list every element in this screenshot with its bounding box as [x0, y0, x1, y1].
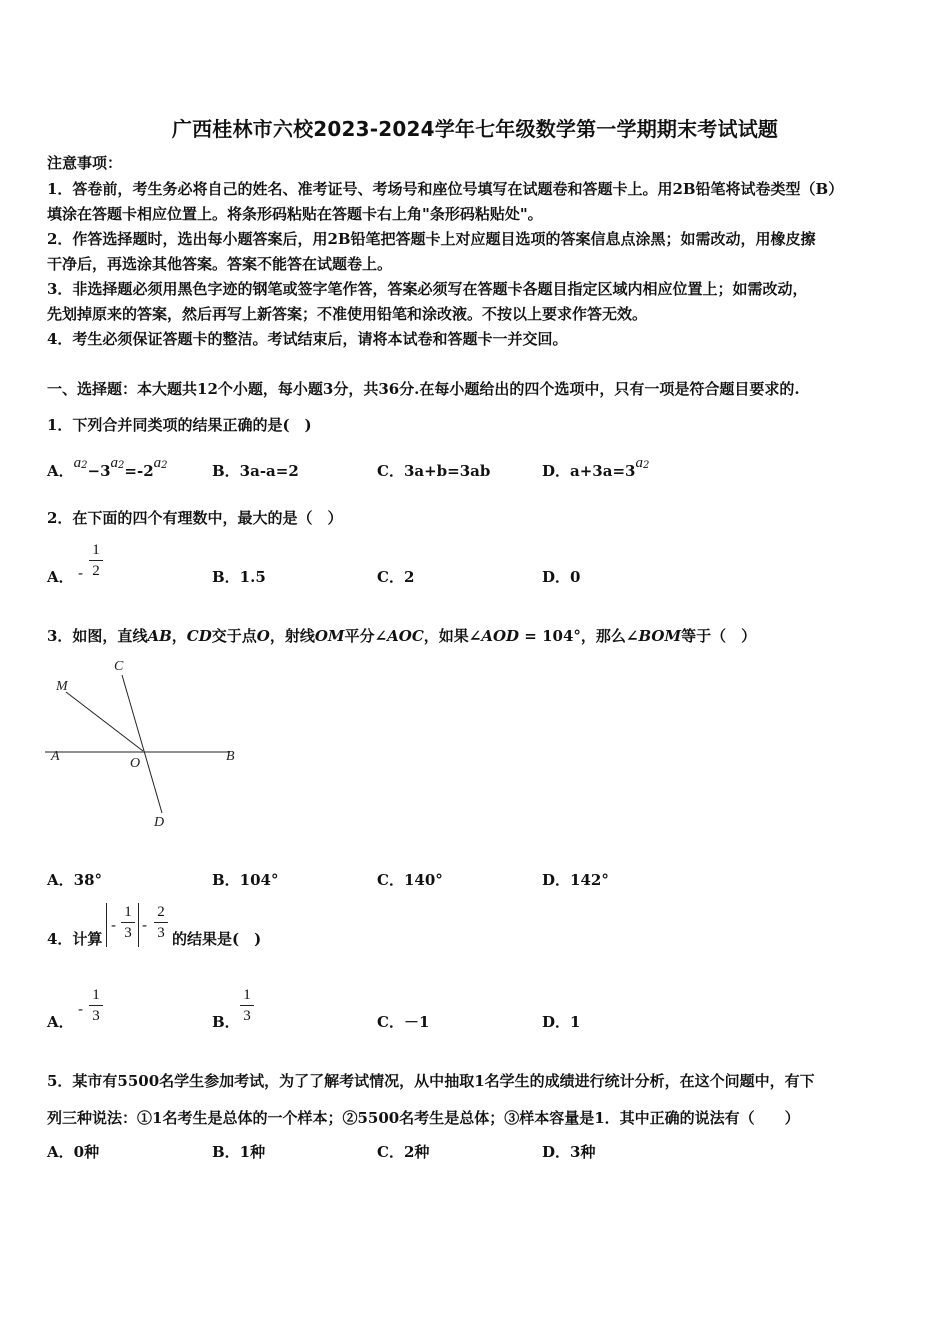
q2-a-denominator: 2 [92, 563, 100, 579]
q2-a-numerator: 1 [92, 542, 100, 558]
q1-a-mid2: =-2 [124, 462, 154, 480]
section-heading: 一、选择题：本大题共12个小题，每小题3分，共36分.在每小题给出的四个选项中，只有一项是符合题目要求的. [47, 380, 800, 398]
q3-text: 等于（ ） [681, 627, 757, 645]
fraction-bar [240, 1005, 254, 1006]
q2-a-fraction [89, 541, 103, 580]
q1-d-exp: 2 [642, 460, 650, 471]
q3-option-a: A．38° [47, 871, 103, 889]
q1-a-var: a [153, 455, 162, 471]
q3-text: = 104°，那么∠ [519, 627, 639, 645]
q2-a-sign: - [78, 564, 84, 582]
notice-line: 1．答卷前，考生务必将自己的姓名、准考证号、考场号和座位号填写在试题卷和答题卡上。用2B铅笔将试卷类型（B） [47, 180, 844, 198]
q4-b-numerator: 1 [243, 987, 251, 1003]
q3-option-c: C．140° [377, 871, 443, 889]
notice-line: 干净后，再选涂其他答案。答案不能答在试题卷上。 [47, 255, 393, 273]
ray-om [66, 692, 143, 751]
q3-text: 交于点 [211, 627, 257, 645]
q3-point-o: O [256, 627, 270, 645]
label-d: D [154, 815, 165, 830]
q4-a-sign: - [78, 1000, 84, 1018]
q4-abs-sign: - [111, 916, 117, 934]
question-1-stem: 1．下列合并同类项的结果正确的是( ) [47, 416, 312, 434]
notice-line: 填涂在答题卡相应位置上。将条形码粘贴在答题卡右上角"条形码粘贴处"。 [47, 205, 543, 223]
q4-option-d: D．1 [542, 1013, 581, 1031]
q2-option-c: C．2 [377, 568, 415, 586]
q1-a-exp: 2 [81, 460, 88, 471]
q4-b-fraction [240, 986, 254, 1025]
q1-option-d [542, 455, 650, 481]
page-title: 广西桂林市六校2023-2024学年七年级数学第一学期期末考试试题 [171, 117, 779, 141]
q1-d-var: a [635, 455, 643, 471]
q3-option-b: B．104° [212, 871, 279, 889]
q4-abs-fraction [121, 903, 135, 942]
q4-option-b-label: B． [212, 1013, 240, 1031]
fraction-bar [89, 1005, 103, 1006]
q3-text: ，如果∠ [423, 627, 482, 645]
label-c: C [114, 659, 124, 674]
q1-option-a [47, 455, 168, 481]
fraction-bar [89, 560, 103, 561]
q4-f2-denominator: 3 [157, 925, 165, 941]
q3-text: 3．如图，直线 [47, 627, 148, 645]
q4-pre: 4．计算 [47, 930, 103, 948]
q5-line-1: 5．某市有5500名学生参加考试，为了了解考试情况，从中抽取1名学生的成绩进行统计分析，在这个问题中，有下 [47, 1072, 815, 1090]
q1-a-mid: −3 [87, 462, 111, 480]
q1-option-d-text: D．a+3a=3 [542, 462, 636, 480]
q5-option-a: A．0种 [47, 1143, 100, 1161]
q3-angle-bom: BOM [638, 627, 682, 645]
q1-a-exp: 2 [161, 460, 168, 471]
q4-option-c: C．－1 [377, 1013, 430, 1031]
label-o: O [130, 756, 141, 771]
q5-line-2: 列三种说法：①1名考生是总体的一个样本；②5500名考生是总体；③样本容量是1．其中正确的说法有（ ） [47, 1109, 800, 1127]
q4-option-a-label: A． [47, 1013, 74, 1031]
notice-line: 3．非选择题必须用黑色字迹的钢笔或签字笔作答，答案必须写在答题卡各题目指定区域内相应位置上；如需改动， [47, 280, 808, 298]
q1-a-exp: 2 [118, 460, 125, 471]
q3-line-cd: CD [186, 627, 212, 645]
label-m: M [56, 679, 68, 694]
q3-text: ，射线 [269, 627, 315, 645]
q5-option-b: B．1种 [212, 1143, 266, 1161]
q4-post: 的结果是( ) [172, 930, 262, 948]
q4-fraction-2 [154, 903, 168, 942]
q4-a-fraction [89, 986, 103, 1025]
abs-bar-right [138, 903, 139, 947]
question-2-stem: 2．在下面的四个有理数中，最大的是（ ） [47, 509, 343, 527]
q3-line-ab: AB [147, 627, 172, 645]
q5-option-d: D．3种 [542, 1143, 596, 1161]
q4-a-numerator: 1 [92, 987, 100, 1003]
q3-geometry-figure [45, 655, 245, 835]
q3-option-d: D．142° [542, 871, 609, 889]
q2-option-b: B．1.5 [212, 568, 266, 586]
q4-abs-denominator: 3 [124, 925, 132, 941]
notice-line: 4．考生必须保证答题卡的整洁。考试结束后，请将本试卷和答题卡一并交回。 [47, 330, 568, 348]
q2-option-d: D．0 [542, 568, 581, 586]
q1-a-var: a [110, 455, 119, 471]
notice-heading: 注意事项： [47, 154, 123, 172]
q3-angle-aoc: AOC [387, 627, 424, 645]
q1-option-a-label: A． [47, 462, 74, 480]
line-cd [122, 675, 162, 813]
notice-line: 2．作答选择题时，选出每小题答案后，用2B铅笔把答题卡上对应题目选项的答案信息点涂黑；如需改动，用橡皮擦 [47, 230, 816, 248]
q3-ray-om: OM [314, 627, 345, 645]
q4-a-denominator: 3 [92, 1008, 100, 1024]
fraction-bar [121, 922, 135, 923]
q2-option-a-label: A． [47, 568, 74, 586]
q3-angle-aod: AOD [481, 627, 520, 645]
label-b: B [226, 749, 235, 764]
q4-abs-numerator: 1 [124, 904, 132, 920]
q1-option-b: B．3a-a=2 [212, 462, 299, 480]
q4-f2-numerator: 2 [157, 904, 165, 920]
q3-text: 平分∠ [344, 627, 388, 645]
q4-minus: - [142, 916, 148, 934]
notice-line: 先划掉原来的答案，然后再写上新答案；不准使用铅笔和涂改液。不按以上要求作答无效。 [47, 305, 648, 323]
abs-bar-left [106, 903, 107, 947]
q3-text: ， [171, 627, 187, 645]
q4-b-denominator: 3 [243, 1008, 251, 1024]
question-3-stem [47, 625, 756, 646]
fraction-bar [154, 922, 168, 923]
q5-option-c: C．2种 [377, 1143, 430, 1161]
q1-a-var: a [73, 455, 82, 471]
q1-option-c: C．3a+b=3ab [377, 462, 491, 480]
label-a: A [51, 749, 60, 764]
